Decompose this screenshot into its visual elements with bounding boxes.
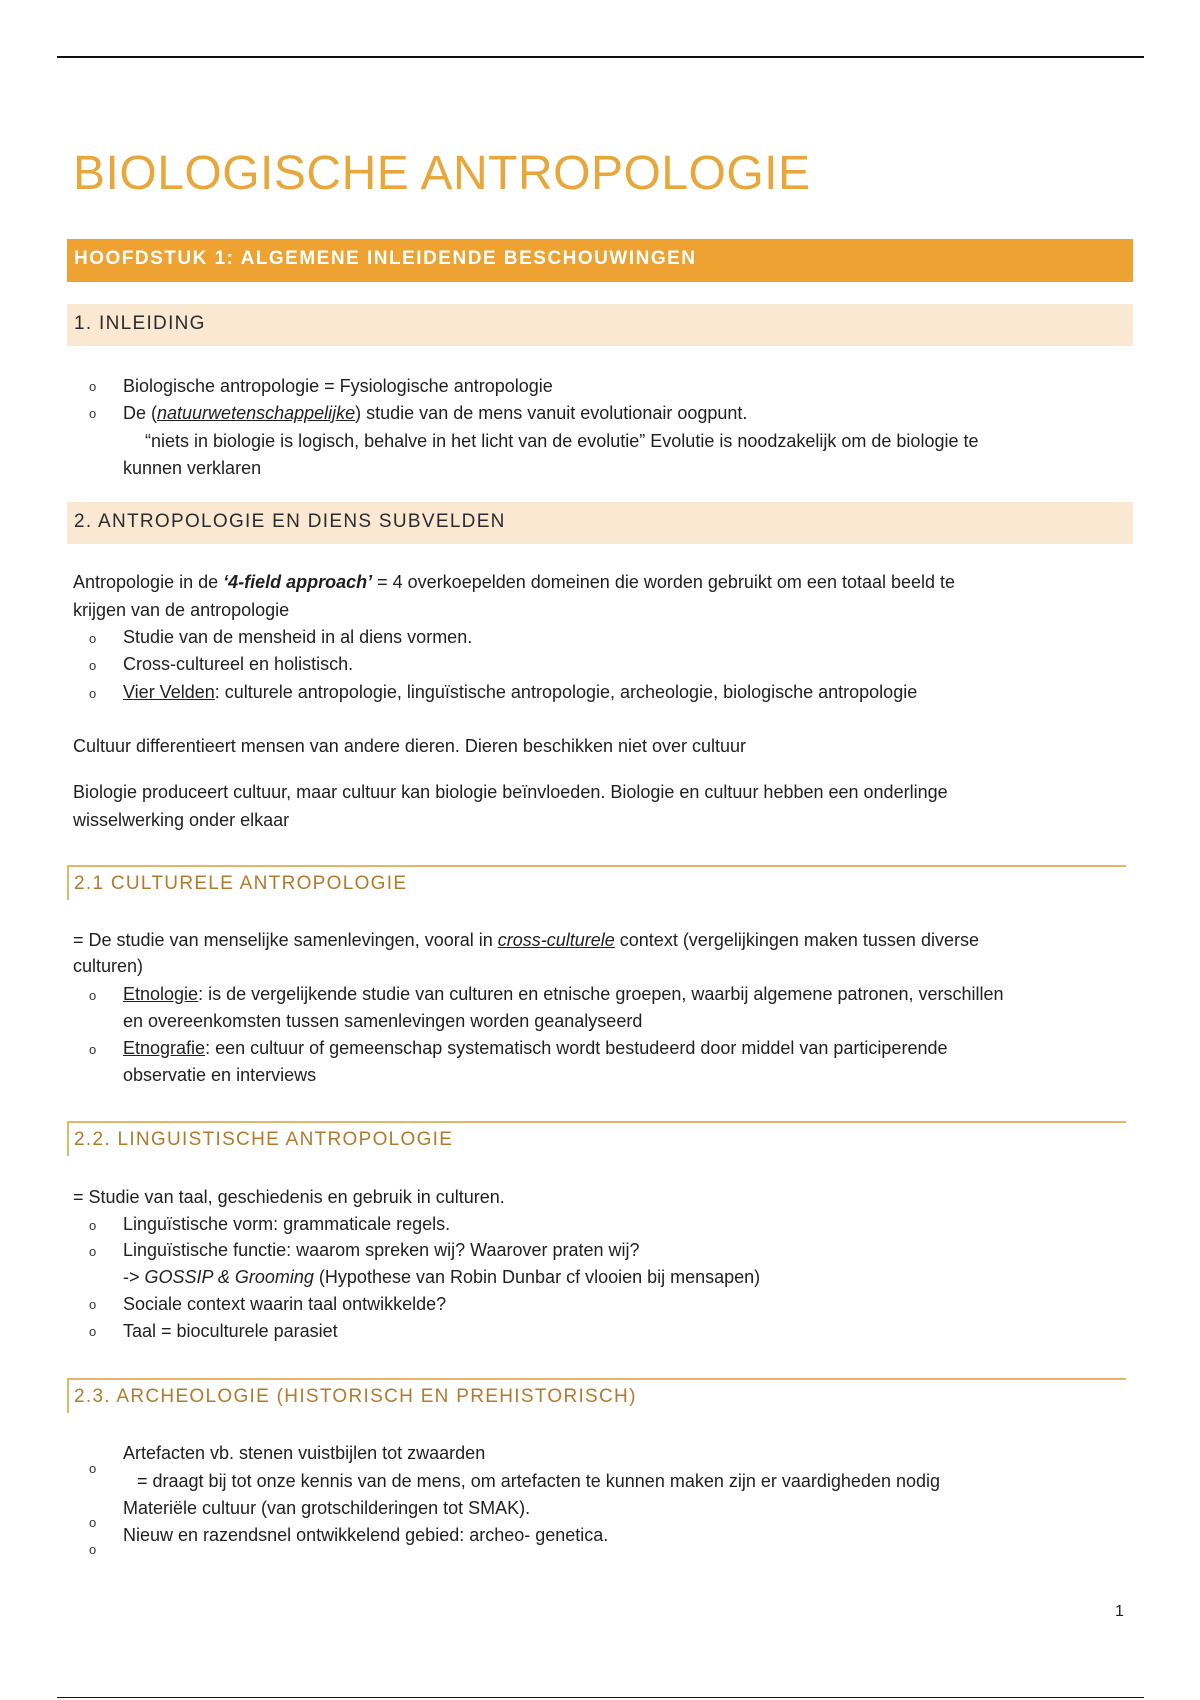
paragraph-line: = De studie van menselijke samenlevingen, vooral in cross-culturele context (vergelijkingen maken tussen diverse [73, 930, 979, 950]
subsection-heading-archeologie: 2.3. ARCHEOLOGIE (HISTORISCH EN PREHISTORISCH) [67, 1378, 1126, 1413]
paragraph-line: krijgen van de antropologie [73, 600, 290, 620]
bullet-marker: o [89, 686, 97, 701]
document-title: BIOLOGISCHE ANTROPOLOGIE [73, 147, 811, 200]
list-item: Biologische antropologie = Fysiologische antropologie [123, 376, 553, 396]
paragraph-line: culturen) [73, 956, 144, 976]
list-item: Etnografie: een cultuur of gemeenschap systematisch wordt bestudeerd door middel van participerende [123, 1038, 948, 1058]
italic-term: GOSSIP & Grooming [144, 1267, 314, 1287]
bullet-marker: o [89, 1042, 97, 1057]
section-heading-subvelden: 2. ANTROPOLOGIE EN DIENS SUBVELDEN [67, 502, 1133, 544]
bullet-marker: o [89, 631, 97, 646]
list-item: Sociale context waarin taal ontwikkelde? [123, 1294, 447, 1314]
list-item-continuation: = draagt bij tot onze kennis van de mens, om artefacten te kunnen maken zijn er vaardigheden nodig [137, 1471, 941, 1491]
list-item: Materiële cultuur (van grotschilderingen tot SMAK). [123, 1498, 531, 1518]
bullet-marker: o [89, 988, 97, 1003]
bullet-marker: o [89, 1542, 97, 1557]
list-item: Etnologie: is de vergelijkende studie van culturen en etnische groepen, waarbij algemene patronen, verschillen [123, 984, 1004, 1004]
underlined-term: Etnologie [123, 984, 199, 1004]
paragraph: Cultuur differentieert mensen van andere dieren. Dieren beschikken niet over cultuur [73, 736, 747, 756]
list-item: Linguïstische vorm: grammaticale regels. [123, 1214, 451, 1234]
list-item: Taal = bioculturele parasiet [123, 1321, 338, 1341]
bullet-marker: o [89, 1218, 97, 1233]
bullet-marker: o [89, 1297, 97, 1312]
subsection-heading-linguistische: 2.2. LINGUISTISCHE ANTROPOLOGIE [67, 1121, 1126, 1156]
footer-rule [57, 1697, 1144, 1698]
header-rule [57, 56, 1144, 58]
underlined-term: Vier Velden [123, 682, 215, 702]
paragraph-line: = Studie van taal, geschiedenis en gebruik in culturen. [73, 1187, 505, 1207]
paragraph-line: wisselwerking onder elkaar [73, 810, 290, 830]
chapter-heading: HOOFDSTUK 1: ALGEMENE INLEIDENDE BESCHOUWINGEN [67, 239, 1133, 282]
bullet-marker: o [89, 1244, 97, 1259]
list-item: Nieuw en razendsnel ontwikkelend gebied: archeo- genetica. [123, 1525, 609, 1545]
emphasized-term: natuurwetenschappelijke [157, 403, 356, 423]
list-item: De (natuurwetenschappelijke) studie van de mens vanuit evolutionair oogpunt. [123, 403, 748, 423]
subsection-heading-culturele: 2.1 CULTURELE ANTROPOLOGIE [67, 865, 1126, 900]
paragraph-line: Antropologie in de ‘4-field approach’ = 4 overkoepelden domeinen die worden gebruikt om een totaal beeld te [73, 572, 956, 592]
underlined-term: Etnografie [123, 1038, 206, 1058]
quote-line: kunnen verklaren [123, 458, 262, 478]
emphasized-term: ‘4-field approach’ [223, 572, 373, 592]
list-item: Cross-cultureel en holistisch. [123, 654, 354, 674]
list-item-continuation: -> GOSSIP & Grooming (Hypothese van Robin Dunbar cf vlooien bij mensapen) [123, 1267, 761, 1287]
list-item: Linguïstische functie: waarom spreken wij? Waarover praten wij? [123, 1240, 640, 1260]
list-item-continuation: en overeenkomsten tussen samenlevingen worden geanalyseerd [123, 1011, 643, 1031]
bullet-marker: o [89, 658, 97, 673]
quote-line: “niets in biologie is logisch, behalve in het licht van de evolutie” Evolutie is noodzakelijk om de biologie te [145, 431, 979, 451]
list-item-continuation: observatie en interviews [123, 1065, 317, 1085]
bullet-marker: o [89, 1461, 97, 1476]
bullet-marker: o [89, 406, 97, 421]
list-item: Artefacten vb. stenen vuistbijlen tot zwaarden [123, 1443, 486, 1463]
bullet-marker: o [89, 379, 97, 394]
list-item: Vier Velden: culturele antropologie, linguïstische antropologie, archeologie, biologische antropologie [123, 682, 918, 702]
paragraph-line: Biologie produceert cultuur, maar cultuur kan biologie beïnvloeden. Biologie en cultuur hebben een onderlinge [73, 782, 948, 802]
list-item: Studie van de mensheid in al diens vormen. [123, 627, 473, 647]
section-heading-inleiding: 1. INLEIDING [67, 304, 1133, 346]
bullet-marker: o [89, 1515, 97, 1530]
emphasized-term: cross-culturele [497, 930, 615, 950]
page-number: 1 [1115, 1603, 1124, 1620]
bullet-marker: o [89, 1324, 97, 1339]
